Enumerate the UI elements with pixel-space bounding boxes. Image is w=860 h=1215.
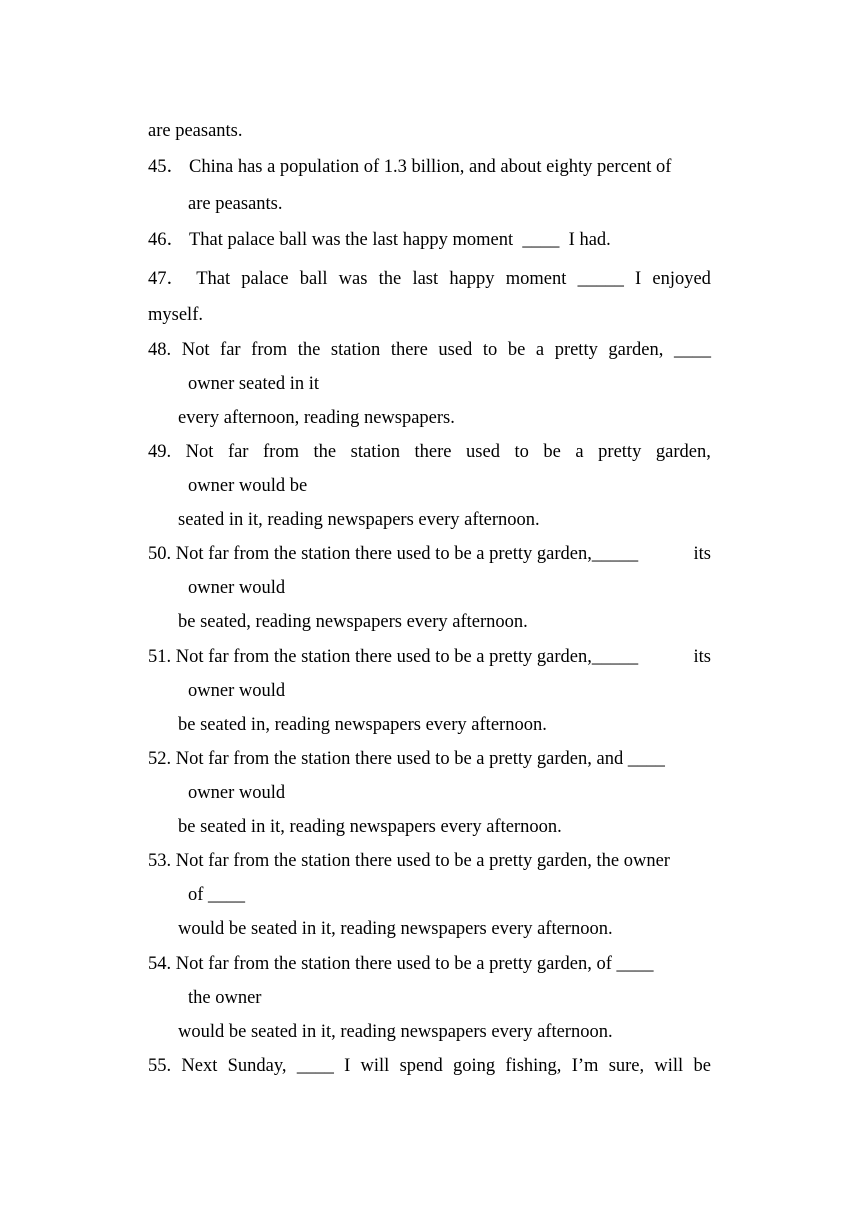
word: spend [399,1056,443,1076]
word: be [543,442,561,462]
word: the [297,340,321,360]
word: I [344,1056,351,1076]
word: moment [505,269,567,289]
word: That [196,269,231,289]
text-line: be seated, reading newspapers every afternoon. [178,612,528,632]
word: pretty [598,442,642,462]
word: its [693,544,711,564]
text-line: are peasants. [148,121,243,141]
word: the [378,269,402,289]
word: I’m [571,1056,599,1076]
word: will [360,1056,390,1076]
word: going [453,1056,496,1076]
question-49 [148,443,711,462]
word: ____ [296,1056,334,1076]
word: 47． [148,269,186,289]
question-48 [148,341,711,360]
word: to [514,442,529,462]
word: 49. [148,442,172,462]
question-number: 46． [148,230,186,250]
word: Not [185,442,214,462]
text-line: be seated in, reading newspapers every afternoon. [178,715,547,735]
question-54: 54. Not far from the station there used to be a pretty garden, of ____ [148,954,654,974]
word: 50. Not far from the station there used to be a pretty garden,_____ [148,544,639,564]
word: sure, [608,1056,645,1076]
word: _____ [577,269,624,289]
word: used [466,442,500,462]
question-text: That palace ball was the last happy moment ____ I had. [189,230,611,250]
word: ball [299,269,328,289]
question-50 [148,545,711,564]
word: from [251,340,288,360]
word: a [535,340,545,360]
text-line: owner would be [188,476,308,496]
text-line: be seated in it, reading newspapers every afternoon. [178,817,562,837]
text-line: of ____ [188,885,246,905]
word: there [414,442,452,462]
word: last [412,269,439,289]
question-55 [148,1057,711,1076]
word: 48. [148,340,172,360]
word: be [507,340,526,360]
word: from [263,442,299,462]
word: 51. Not far from the station there used to be a pretty garden,_____ [148,647,639,667]
word: Next [181,1056,218,1076]
word: happy [449,269,495,289]
word: was [338,269,368,289]
word: far [227,442,249,462]
question-number: 45． [148,157,186,177]
word: the [313,442,337,462]
word: I [635,269,642,289]
text-line: the owner [188,988,262,1008]
text-line: are peasants. [188,194,283,214]
question-text: China has a population of 1.3 billion, and about eighty percent of [189,157,672,177]
word: palace [241,269,289,289]
word: be [693,1056,711,1076]
text-line: myself. [148,305,203,325]
question-47 [148,270,711,289]
word: fishing, [505,1056,562,1076]
word: ____ [673,340,711,360]
word: used [438,340,473,360]
word: pretty [554,340,598,360]
word: a [575,442,584,462]
word: its [693,647,711,667]
word: Not [181,340,210,360]
word: far [220,340,241,360]
text-line: owner would [188,578,286,598]
word: garden, [608,340,664,360]
word: station [330,340,381,360]
text-line: would be seated in it, reading newspapers every afternoon. [178,919,613,939]
word: enjoyed [652,269,711,289]
question-51 [148,648,711,667]
text-line: every afternoon, reading newspapers. [178,408,455,428]
word: 55. [148,1056,172,1076]
word: to [482,340,498,360]
question-53: 53. Not far from the station there used to be a pretty garden, the owner [148,851,670,871]
word: Sunday, [227,1056,287,1076]
word: garden, [655,442,711,462]
word: will [654,1056,684,1076]
text-line: owner seated in it [188,374,319,394]
word: there [390,340,428,360]
word: station [350,442,400,462]
text-line: owner would [188,783,286,803]
text-line: seated in it, reading newspapers every afternoon. [178,510,540,530]
question-52: 52. Not far from the station there used to be a pretty garden, and ____ [148,749,665,769]
text-line: would be seated in it, reading newspapers every afternoon. [178,1022,613,1042]
text-line: owner would [188,681,286,701]
